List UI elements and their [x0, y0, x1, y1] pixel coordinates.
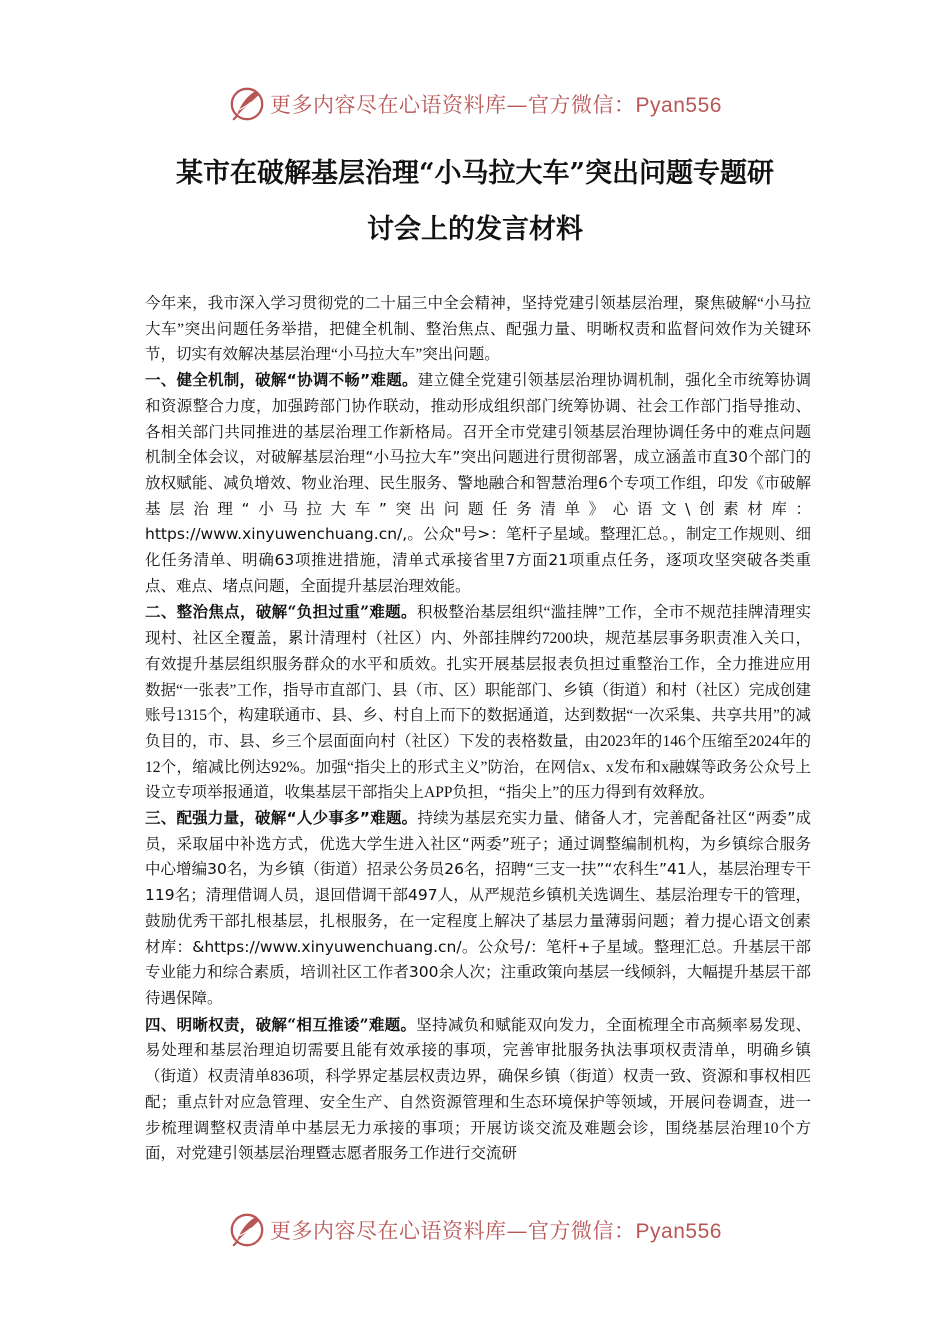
- section-3-body: 持续为基层充实力量、储备人才，完善配备社区“两委”成员，采取届中补选方式，优选大学生进入社区“两委”班子；通过调整编制机构，为乡镇综合服务中心增编30名，为乡镇（街道）招录公务员26名，招聘“三支一扶”“农科生”41人，基层治理专干119名；清理借调人员，退回借调干部497人，从严规范乡镇机关选调生、基层治理专干的管理，鼓励优秀干部扎根基层，扎根服务，在一定程度上解决了基层力量薄弱问题；着力提心语文创素材库：&https://www.xinyuwenchuang.cn/。公众号/：笔杆+子星域。整理汇总。升基层干部专业能力和综合素质，培训社区工作者300余人次；注重政策向基层一线倾斜，大幅提升基层干部待遇保障。: [145, 809, 811, 1007]
- section-4-paragraph: [145, 1012, 811, 1167]
- section-1-body: 建立健全党建引领基层治理协调机制，强化全市统筹协调和资源整合力度，加强跨部门协作联动，推动形成组织部门统筹协调、社会工作部门指导推动、各相关部门共同推进的基层治理工作新格局。召开全市党建引领基层治理协调任务中的难点问题机制全体会议，对破解基层治理“小马拉大车”突出问题进行贯彻部署，成立涵盖市直30个部门的放权赋能、减负增效、物业治理、民生服务、警地融合和智慧治理6个专项工作组，印发《市破解基层治理“小马拉大车”突出问题任务清单》心语文\创素材库：https://www.xinyuwenchuang.cn/,。公众"号>：笔杆子星域。整理汇总。，制定工作规则、细化任务清单、明确63项推进措施，清单式承接省里7方面21项重点任务，逐项攻坚突破各类重点、难点、堵点问题，全面提升基层治理效能。: [145, 371, 811, 595]
- quill-pen-logo-icon: [228, 1211, 266, 1249]
- section-2-body: 积极整治基层组织“滥挂牌”工作，全市不规范挂牌清理实现村、社区全覆盖，累计清理村（社区）内、外部挂牌约7200块，规范基层事务职责准入关口，有效提升基层组织服务群众的水平和质效。扎实开展基层报表负担过重整治工作，全力推进应用数据“一张表”工作，指导市直部门、县（市、区）职能部门、乡镇（街道）和村（社区）完成创建账号1315个，构建联通市、县、乡、村自上而下的数据通道，达到数据“一次采集、共享共用”的减负目的，市、县、乡三个层面面向村（社区）下发的表格数量，由2023年的146个压缩至2024年的12个，缩减比例达92%。加强“指尖上的形式主义”防治，在网信x、x发布和x融媒等政务公众号上设立专项举报通道，收集基层干部指尖上APP负担，“指尖上”的压力得到有效释放。: [145, 604, 811, 802]
- watermark-text: [270, 89, 722, 119]
- section-3-paragraph: [145, 806, 811, 1012]
- watermark-label: 更多内容尽在心语资料库—官方微信：: [270, 1219, 636, 1243]
- section-1-heading: 一、健全机制，破解“协调不畅”难题。: [145, 371, 418, 390]
- document-body: [145, 291, 811, 1167]
- section-4-body: 坚持减负和赋能双向发力，全面梳理全市高频率易发现、易处理和基层治理迫切需要且能有效承接的事项，完善审批服务执法事项权责清单，明确乡镇（街道）权责清单836项，科学界定基层权责边界，确保乡镇（街道）权责一致、资源和事权相匹配；重点针对应急管理、安全生产、自然资源管理和生态环境保护等领域，开展问卷调查，进一步梳理调整权责清单中基层无力承接的事项；开展访谈交流及难题会诊，围绕基层治理10个方面，对党建引领基层治理暨志愿者服务工作进行交流研: [145, 1016, 811, 1163]
- section-2-heading: 二、整治焦点，破解“负担过重”难题。: [145, 602, 417, 622]
- section-1-paragraph: [145, 368, 811, 599]
- intro-paragraph: 今年来，我市深入学习贯彻党的二十届三中全会精神，坚持党建引领基层治理，聚焦破解“小马拉大车”突出问题任务举措，把健全机制、整治焦点、配强力量、明晰权责和监督问效作为关键环节，切实有效解决基层治理“小马拉大车”突出问题。: [145, 295, 811, 364]
- section-2-paragraph: [145, 599, 811, 806]
- title-line-1: 某市在破解基层治理“小马拉大车”突出问题专题研: [175, 158, 775, 189]
- watermark-label: 更多内容尽在心语资料库—官方微信：: [270, 93, 636, 117]
- watermark-text: [270, 1215, 722, 1245]
- quill-pen-logo-icon: [228, 85, 266, 123]
- title-line-2: 讨会上的发言材料: [367, 214, 583, 245]
- watermark-footer: [0, 1208, 950, 1252]
- section-4-heading: 四、明晰权责，破解“相互推诿”难题。: [145, 1014, 417, 1034]
- section-3-heading: 三、配强力量，破解“人少事多”难题。: [145, 809, 418, 828]
- watermark-header: [0, 82, 950, 126]
- watermark-wechat-id: Pyan556: [635, 94, 722, 117]
- watermark-wechat-id: Pyan556: [635, 1220, 722, 1243]
- document-title: [135, 146, 815, 258]
